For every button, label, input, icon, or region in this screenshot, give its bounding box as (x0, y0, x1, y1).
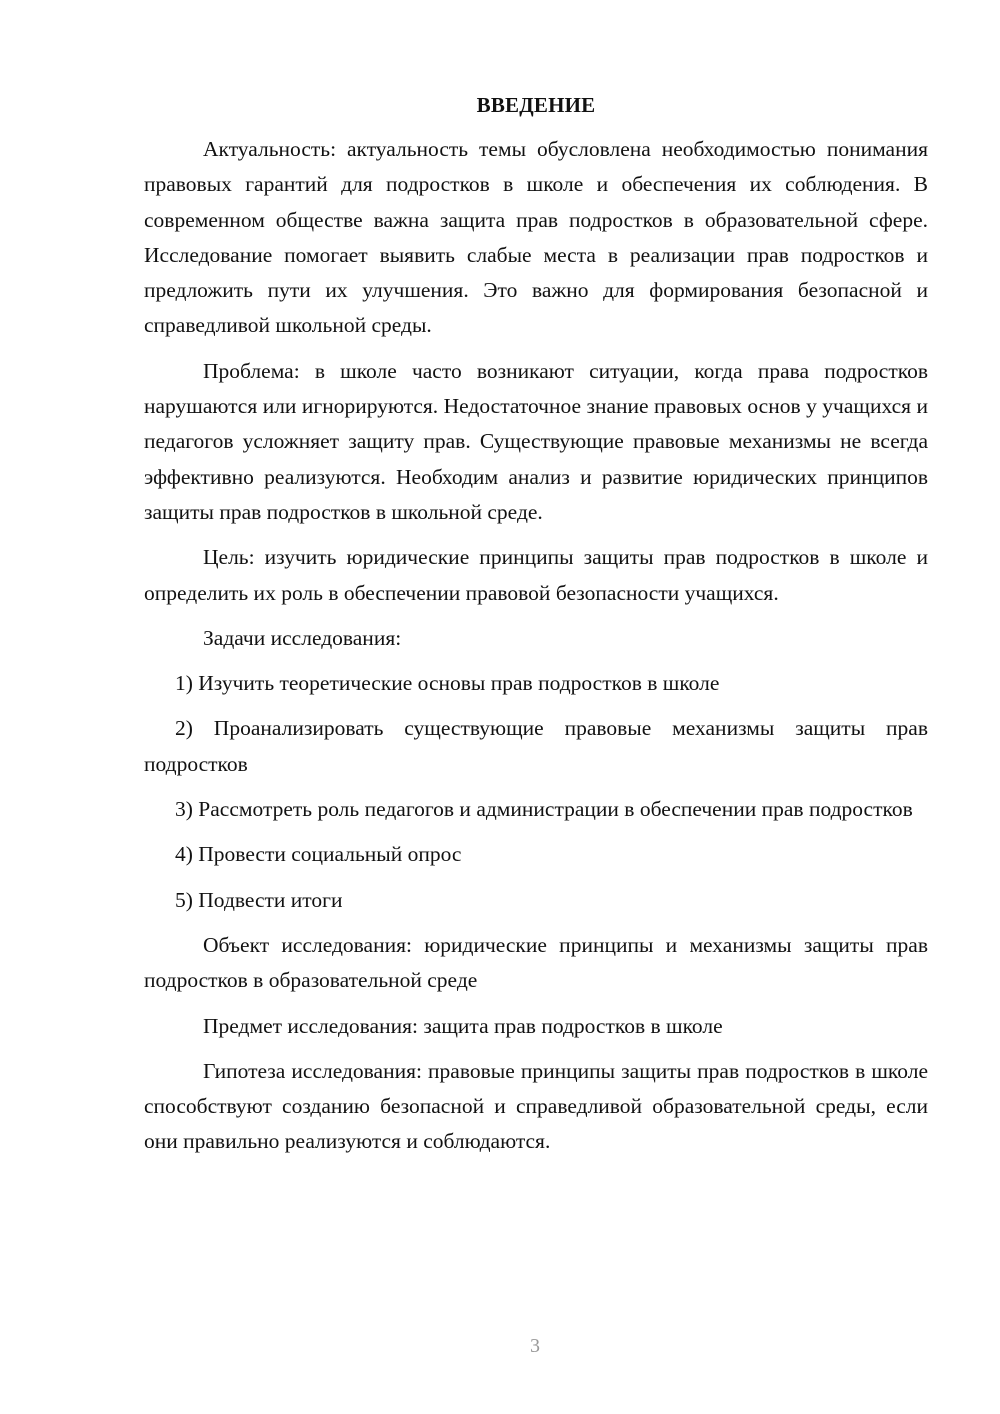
page-content (144, 90, 928, 1170)
task-item-1: 1) Изучить теоретические основы прав подростков в школе (175, 671, 720, 696)
hypothesis-paragraph: Гипотеза исследования: правовые принципы защиты прав подростков в школе способствуют созданию безопасной и справедливой образовательной среды, если они правильно реализуются и соблюдаются. (144, 1058, 928, 1154)
task-item-4: 4) Провести социальный опрос (175, 842, 462, 867)
section-heading: ВВЕДЕНИЕ (476, 93, 596, 117)
object-paragraph: Объект исследования: юридические принципы и механизмы защиты прав подростков в образовательной среде (144, 932, 928, 993)
relevance-paragraph: Актуальность: актуальность темы обусловлена необходимостью понимания правовых гарантий для подростков в школе и обеспечения их соблюдения. В современном обществе важна защита прав подростков в образовательной сфере. Исследование помогает выявить слабые места в реализации прав подростков и предложить пути их улучшения. Это важно для формирования безопасной и справедливой школьной среды. (144, 137, 928, 338)
goal-paragraph: Цель: изучить юридические принципы защиты прав подростков в школе и определить их роль в обеспечении правовой безопасности учащихся. (144, 545, 928, 605)
task-item-2: 2) Проанализировать существующие правовые механизмы защиты прав подростков (144, 716, 928, 776)
subject-paragraph: Предмет исследования: защита прав подростков в школе (203, 1013, 723, 1038)
tasks-title: Задачи исследования: (203, 625, 402, 650)
page-number: 3 (530, 1335, 540, 1357)
task-item-3: 3) Рассмотреть роль педагогов и администрации в обеспечении прав подростков (175, 797, 913, 822)
problem-paragraph: Проблема: в школе часто возникают ситуации, когда права подростков нарушаются или игнорируются. Недостаточное знание правовых основ у учащихся и педагогов усложняет защиту прав. Существующие правовые механизмы не всегда эффективно реализуются. Необходим анализ и развитие юридических принципов защиты прав подростков в школьной среде. (144, 358, 928, 524)
task-item-5: 5) Подвести итоги (175, 887, 343, 912)
